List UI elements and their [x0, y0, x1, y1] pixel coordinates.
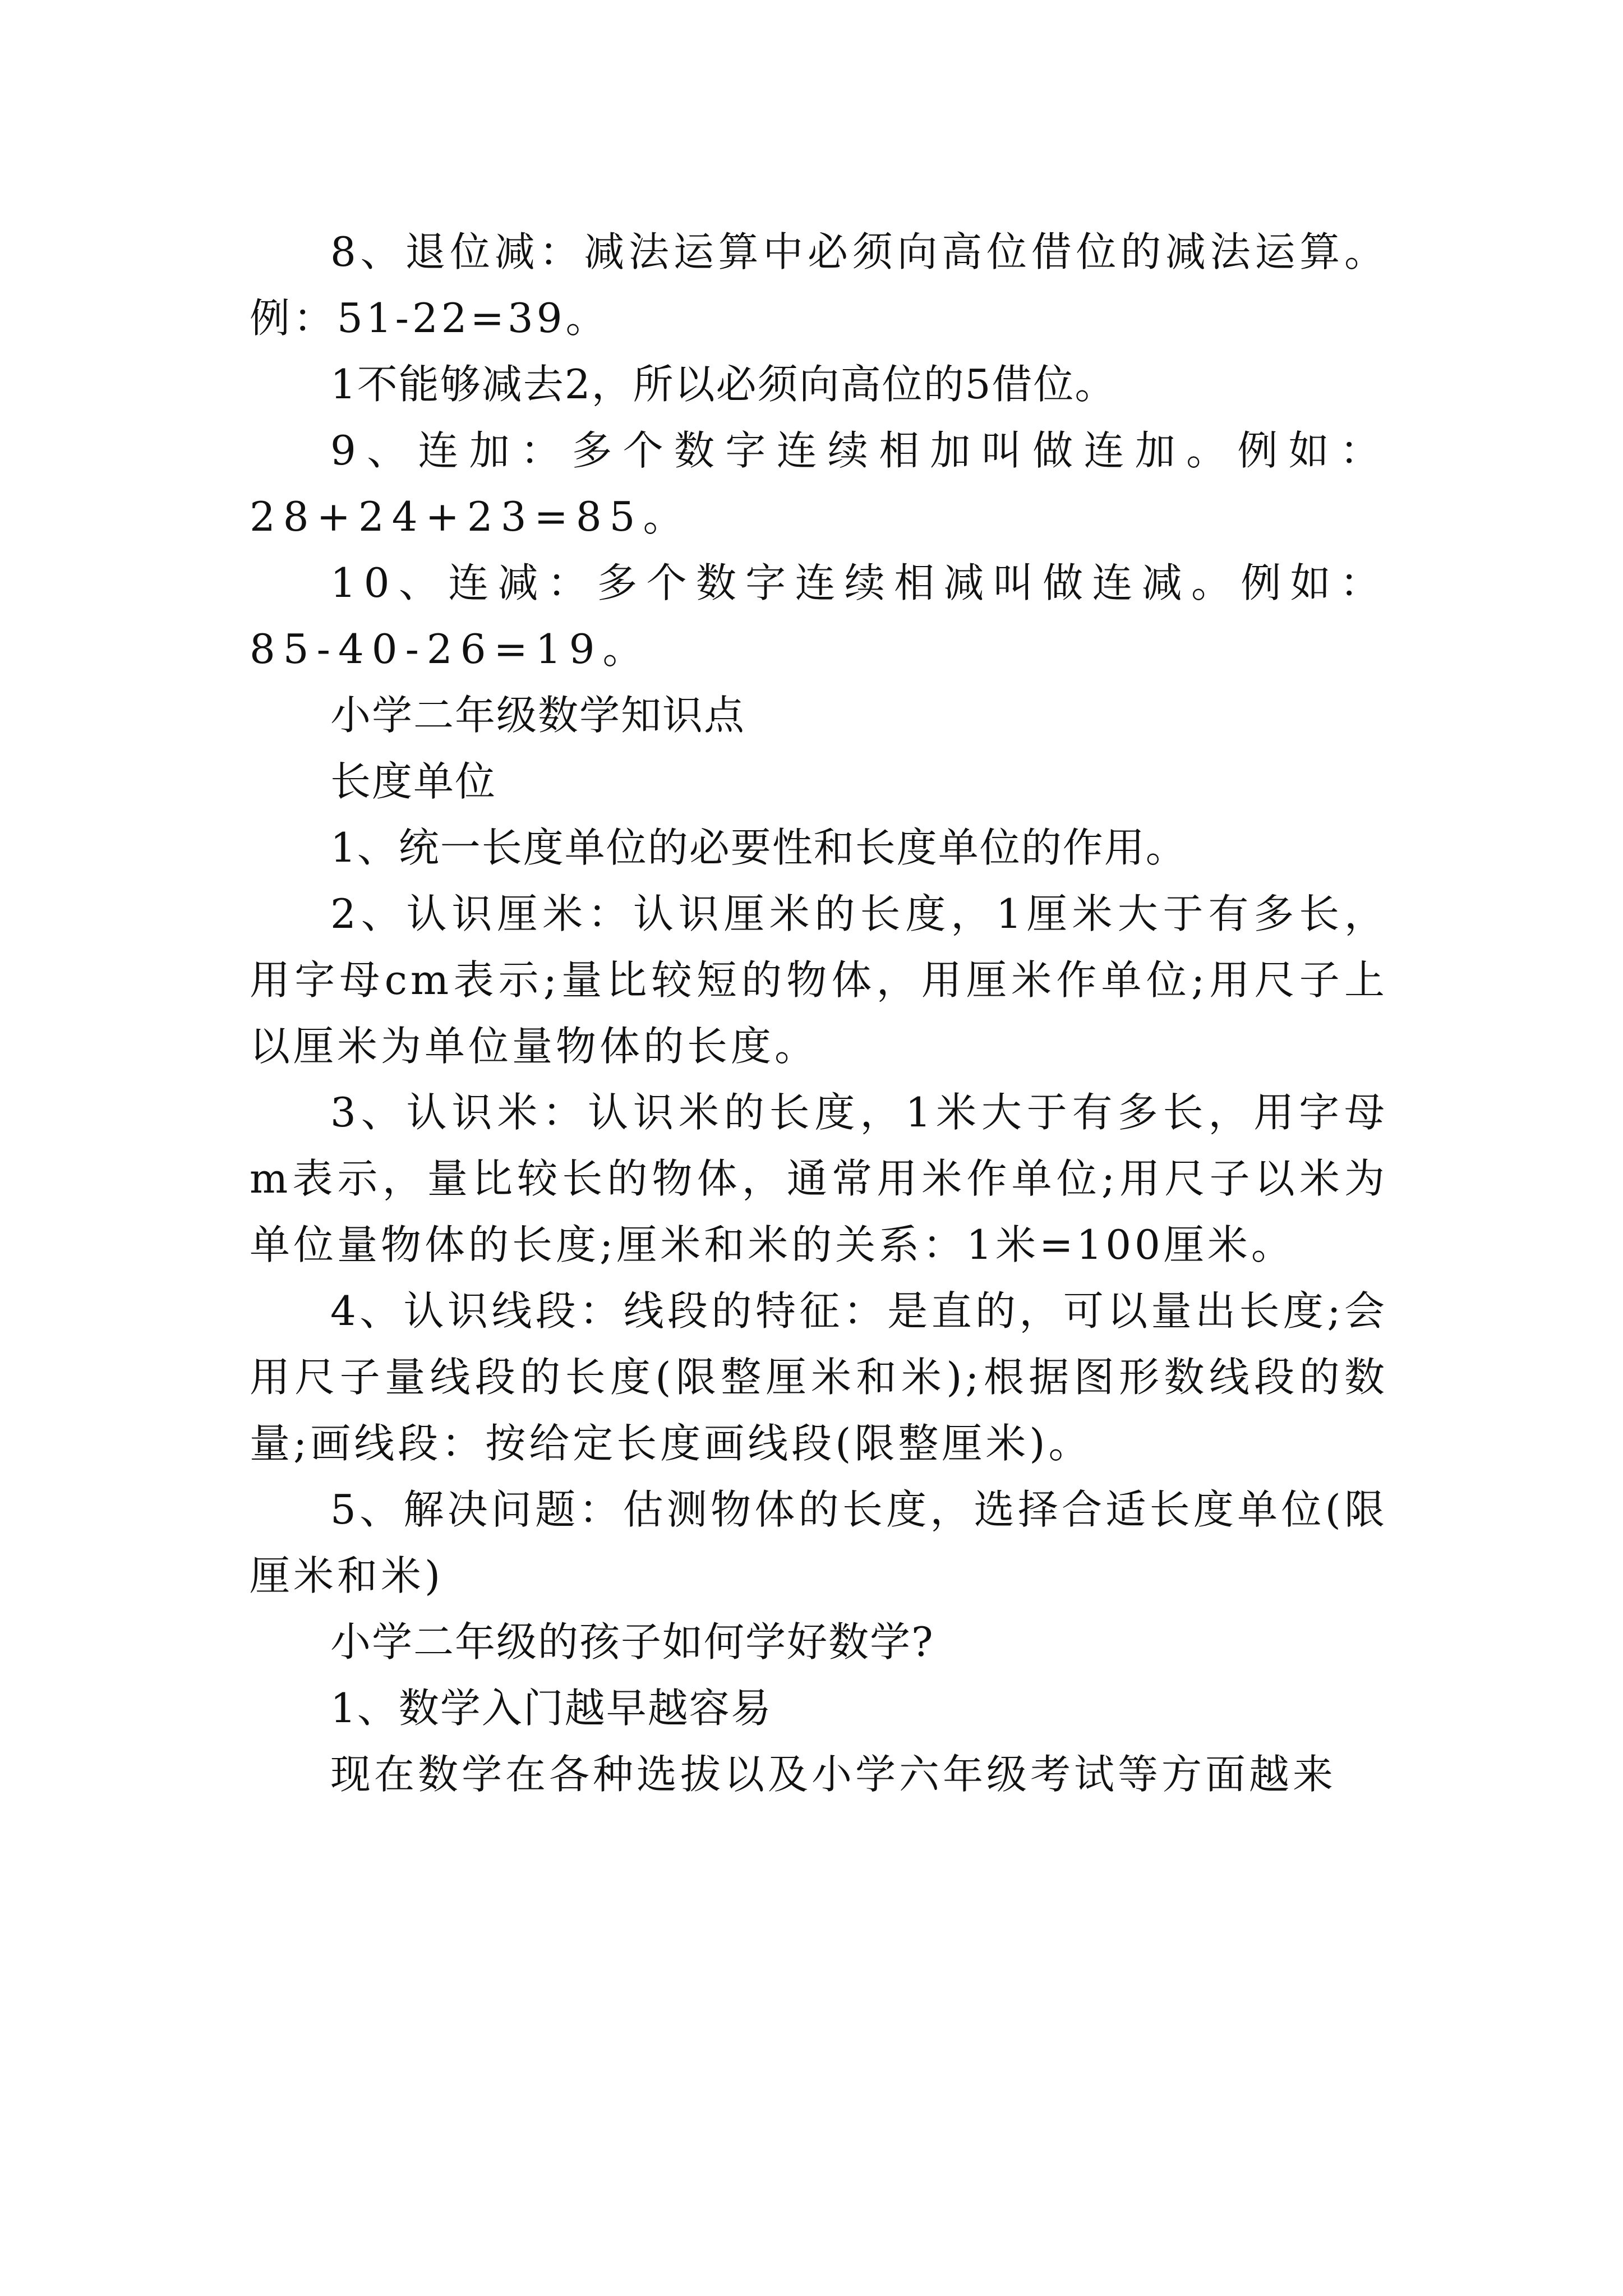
section-heading-how-to-learn: 小学二年级的孩子如何学好数学? — [330, 1618, 934, 1665]
paragraph-math-importance: 现在数学在各种选拔以及小学六年级考试等方面越来 — [330, 1751, 1337, 1798]
paragraph-solve-problems: 5、解决问题：估测物体的长度，选择合适长度单位(限厘米和米) — [250, 1486, 1388, 1599]
section-heading-grade2-math: 小学二年级数学知识点 — [330, 692, 746, 739]
paragraph-borrow-explanation: 1不能够减去2，所以必须向高位的5借位。 — [330, 361, 1117, 408]
paragraph-line-segment: 4、认识线段：线段的特征：是直的，可以量出长度;会用尺子量线段的长度(限整厘米和米);根据图形数线段的数量;画线段：按给定长度画线段(限整厘米)。 — [250, 1287, 1388, 1467]
paragraph-unify-units: 1、统一长度单位的必要性和长度单位的作用。 — [330, 824, 1187, 871]
paragraph-start-early: 1、数学入门越早越容易 — [330, 1685, 772, 1732]
paragraph-borrow-subtraction: 8、退位减：减法运算中必须向高位借位的减法运算。例：51-22=39。 — [250, 228, 1388, 342]
paragraph-continuous-subtraction: 10、连减：多个数字连续相减叫做连减。例如：85-40-26=19。 — [250, 559, 1388, 673]
paragraph-continuous-addition: 9、连加：多个数字连续相加叫做连加。例如：28+24+23=85。 — [250, 427, 1388, 540]
document-body — [250, 219, 1388, 1807]
paragraph-centimeter: 2、认识厘米：认识厘米的长度，1厘米大于有多长，用字母cm表示;量比较短的物体，用厘米作单位;用尺子上以厘米为单位量物体的长度。 — [250, 890, 1388, 1070]
paragraph-meter: 3、认识米：认识米的长度，1米大于有多长，用字母m表示，量比较长的物体，通常用米作单位;用尺子以米为单位量物体的长度;厘米和米的关系：1米=100厘米。 — [250, 1089, 1388, 1268]
section-heading-length-units: 长度单位 — [330, 758, 497, 805]
